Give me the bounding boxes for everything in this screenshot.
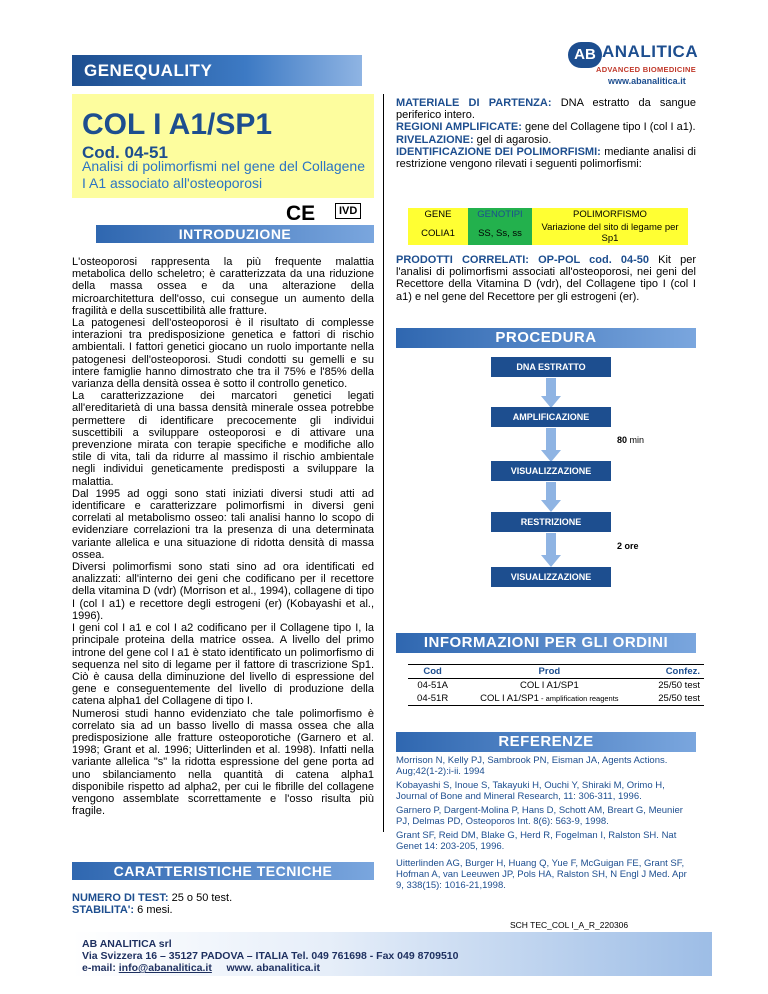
- ivd-mark: IVD: [335, 203, 361, 219]
- intro-paragraph: La caratterizzazione dei marcatori genetici legati all'ereditarietà di una bassa densità minerale ossea potrebbe permettere di identificare precocemente gli individui suscettibili a sviluppare osteoporosi e di attivare una prevenzione mirata con terapie specifiche e modifiche allo stile di vita, tali da ridurre al massimo il rischio ambientale negli individui geneticamente predisposti a sviluppare la malattia.: [72, 390, 374, 488]
- procedure-heading: PROCEDURA: [396, 328, 696, 348]
- time-restriction: 2 ore: [617, 541, 639, 551]
- orders-prod-name: COL I A1/SP1: [480, 693, 539, 704]
- flow-arrow: [541, 378, 561, 408]
- orders-prod-suffix: - amplification reagents: [538, 694, 619, 703]
- reference-item: Grant SF, Reid DM, Blake G, Herd R, Fogelman I, Ralston SH. Nat Genet 14: 203-205, 1996.: [396, 830, 677, 852]
- stability-label: STABILITA':: [72, 904, 135, 917]
- orders-heading: INFORMAZIONI PER GLI ORDINI: [396, 633, 696, 653]
- orders-cell-confez: 25/50 test: [658, 680, 700, 691]
- related-products: [396, 254, 696, 303]
- company-logo: [568, 40, 710, 90]
- flow-arrow: [541, 428, 561, 462]
- references-heading: REFERENZE: [396, 732, 696, 752]
- orders-cell-confez: 25/50 test: [658, 693, 700, 704]
- reference-item: Morrison N, Kelly PJ, Sambrook PN, Eisman JA, Agents Actions. Aug;42(1-2):i-ii. 1994: [396, 755, 668, 777]
- related-label: PRODOTTI CORRELATI:: [396, 254, 529, 266]
- orders-table: [408, 664, 704, 706]
- detection-value: gel di agarosio.: [473, 133, 552, 146]
- tech-info: [72, 892, 374, 916]
- header-bar: [72, 55, 362, 86]
- time1-unit: min: [627, 435, 645, 445]
- footer-site-link[interactable]: www. abanalitica.it: [226, 962, 321, 974]
- poly-cell-genotypes: SS, Ss, ss: [468, 221, 532, 245]
- logo-ab: AB: [568, 42, 602, 68]
- intro-paragraph: Numerosi studi hanno evidenziato che tale polimorfismo è correlato sia ad un basso livello di massa ossea che alla predisposizione alle fratture osteoporotiche (Garnero et al. 1998; Grant et al. 1996; Uitterlinden et al. 1998). Infatti nella variante allelica "s" la ridotta espressione del gene porta ad uno sbilanciamento nella quantità di catena alpha1 disponibile rispetto ad alpha2, per cui le fibrille del collagene vengono assemblate scorrettamente e l'osso risulta più fragile.: [72, 707, 374, 818]
- reference-item: Kobayashi S, Inoue S, Takayuki H, Ouchi Y, Shiraki M, Orimo H, Journal of Bone and Mineral Research, 11: 306-311, 1996.: [396, 780, 665, 802]
- intro-paragraph: I geni col I a1 e col I a2 codificano per il Collagene tipo I, la principale proteina della matrice ossea. A livello del primo introne del gene col I a1 è stato identificato un polimorfismo di sequenza nel sito di legame per il fattore di trascrizione Sp1. Ciò è causa della diminuzione del livello di espressione del gene e conseguentemente del livello di produzione della catena alpha1 del Collagene di tipo I.: [72, 622, 374, 708]
- orders-cell-cod: 04-51A: [417, 680, 448, 691]
- tests-value: 25 o 50 test.: [168, 892, 233, 904]
- footer-contacts: [72, 962, 712, 974]
- orders-cell-prod: [457, 692, 641, 706]
- poly-header-polymorphism: POLIMORFISMO: [573, 209, 647, 220]
- poly-header-genotypes: GENOTIPI: [468, 208, 532, 221]
- poly-header-gene: GENE: [424, 209, 452, 220]
- footer: [72, 932, 712, 976]
- ident-value: mediante analisi di restrizione vengono rilevati i seguenti polimorfismi:: [396, 145, 696, 171]
- material-label: MATERIALE DI PARTENZA:: [396, 97, 552, 109]
- flow-step-restriction: RESTRIZIONE: [491, 512, 611, 532]
- ce-mark: CE: [286, 202, 316, 225]
- flow-step-dna: DNA ESTRATTO: [491, 357, 611, 377]
- flow-step-visualization: VISUALIZZAZIONE: [491, 461, 611, 481]
- product-title: COL I A1/SP1: [82, 108, 273, 141]
- product-code: Cod. 04-51: [82, 143, 168, 162]
- flow-step-visualization-2: VISUALIZZAZIONE: [491, 567, 611, 587]
- poly-cell-gene: COLIA1: [421, 227, 455, 239]
- tests-label: NUMERO DI TEST:: [72, 892, 169, 904]
- orders-header-cod: Cod: [423, 666, 442, 677]
- material-value: DNA estratto da sangue periferico intero.: [396, 97, 696, 122]
- time-amplification: [617, 435, 644, 445]
- flow-arrow: [541, 533, 561, 567]
- logo-url: www.abanalitica.it: [608, 76, 686, 86]
- logo-sub: ADVANCED BIOMEDICINE: [596, 65, 697, 74]
- orders-header-prod: Prod: [538, 666, 561, 677]
- specs-block: [396, 97, 696, 170]
- related-code: OP-POL cod. 04-50: [528, 254, 650, 266]
- orders-cell-cod: 04-51R: [417, 693, 449, 704]
- footer-email-link[interactable]: info@abanalitica.it: [118, 962, 212, 974]
- intro-paragraph: Dal 1995 ad oggi sono stati iniziati diversi studi atti ad identificare e caratterizzare polimorfismi in diversi geni correlati al metabolismo osseo: tali analisi hanno lo scopo di evidenziare correlazioni tra la presenza di una determinata variante allelica e una situazione di ridotta densità di massa ossea.: [72, 487, 374, 561]
- polymorphism-table: [408, 208, 688, 245]
- poly-table-anchor: [408, 208, 688, 209]
- footer-company: AB ANALITICA srl: [82, 938, 172, 950]
- intro-text: [72, 256, 374, 817]
- poly-cell-polymorphism: Variazione del sito di legame per Sp1: [541, 222, 679, 244]
- footer-email-label: e-mail:: [82, 962, 119, 974]
- orders-header-confez: Confez.: [665, 666, 700, 677]
- logo-name: ANALITICA: [602, 42, 699, 61]
- flow-arrow: [541, 482, 561, 512]
- regions-label: REGIONI AMPLIFICATE:: [396, 121, 522, 134]
- brand-title: GENEQUALITY: [84, 61, 213, 80]
- intro-heading: INTRODUZIONE: [96, 225, 374, 243]
- footer-address: Via Svizzera 16 – 35127 PADOVA – ITALIA Tel. 049 761698 - Fax 049 8709510: [82, 950, 459, 962]
- time1-number: 80: [617, 435, 628, 445]
- document-code: SCH TEC_COL I_A_R_220306: [510, 920, 629, 930]
- flow-step-amplification: AMPLIFICAZIONE: [491, 407, 611, 427]
- detection-label: RIVELAZIONE:: [396, 133, 474, 146]
- orders-cell-prod: COL I A1/SP1: [519, 680, 579, 691]
- ident-label: IDENTIFICAZIONE DEI POLIMORFISMI:: [396, 145, 601, 158]
- intro-paragraph: La patogenesi dell'osteoporosi è il risultato di complesse interazioni tra predisposizione genetica e fattori di rischio ambientali. I fattori genetici giocano un ruolo importante nella patogenesi dell'osteoporosi. Studi condotti su gemelli e su intere famiglie hanno dimostrato che tra il 75% e l'85% della varianza della densità ossea è sotto il controllo genetico.: [72, 317, 374, 391]
- reference-item: Garnero P, Dargent-Molina P, Hans D, Schott AM, Breart G, Meunier PJ, Delmas PD, Osteoporos Int. 8(6): 563-9, 1998.: [396, 805, 683, 827]
- stability-value: 6 mesi.: [134, 904, 173, 917]
- related-value: Kit per l'analisi di polimorfismi associati all'osteoporosi, nei geni del Recettore della Vitamina D (vdr), del Collagene tipo I (col I a1) e nel gene del Recettore per gli estrogeni (er).: [396, 254, 696, 303]
- column-divider: [383, 94, 384, 832]
- intro-paragraph: L'osteoporosi rappresenta la più frequente malattia metabolica dello scheletro; è caratterizzata da una riduzione della massa ossea e da una alterazione della microarchitettura dell'osso, cui consegue un aumento della fragilità e della suscettibilità alle fratture.: [72, 256, 374, 317]
- tech-heading: CARATTERISTICHE TECNICHE: [72, 862, 374, 880]
- regions-value: gene del Collagene tipo I (col I a1).: [521, 121, 696, 134]
- intro-paragraph: Diversi polimorfismi sono stati sino ad ora identificati ed analizzati: all'interno dei geni che codificano per il recettore della vitamina D (vdr) (Morrison et al., 1994), collagene di tipo I (col I a1) e recettore degli estrogeni (er) (Kobayashi et al., 1996).: [72, 561, 374, 622]
- product-subtitle: Analisi di polimorfismi nel gene del Collagene I A1 associato all'osteoporosi: [82, 158, 365, 191]
- reference-list: [396, 755, 696, 891]
- reference-item: Uitterlinden AG, Burger H, Huang Q, Yue F, McGuigan FE, Grant SF, Hofman A, van Leeuwen JP, Pols HA, Ralston SH, N Engl J Med. Apr 9, 338(15): 1016-21,1998.: [396, 858, 687, 891]
